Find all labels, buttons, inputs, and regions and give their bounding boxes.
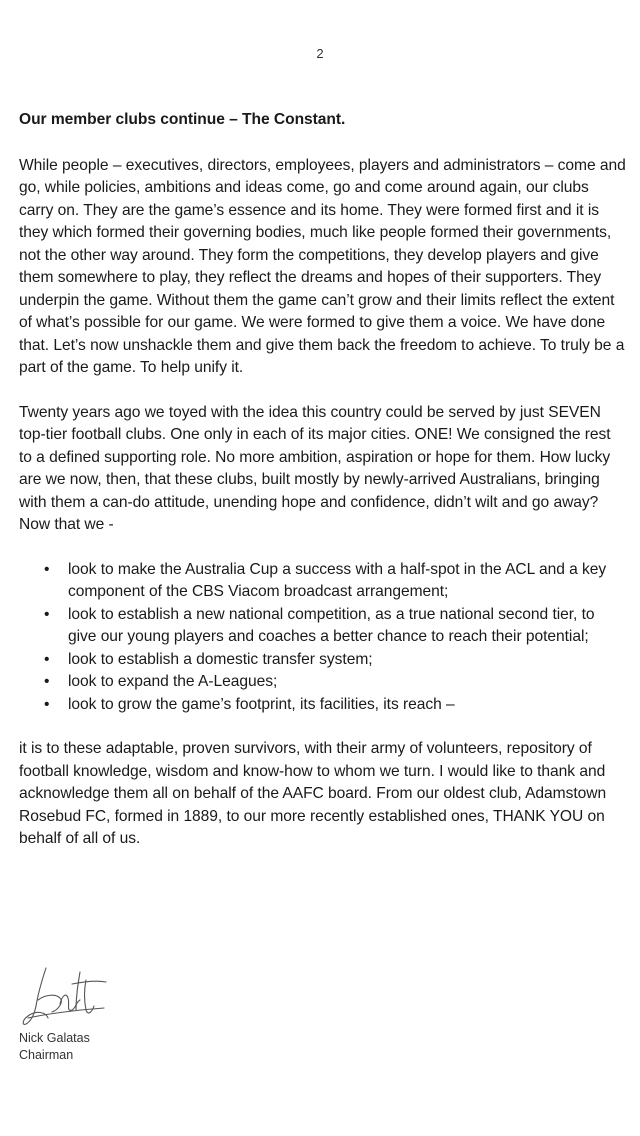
bullet-item [19,649,627,672]
bullet-item [19,694,627,717]
handwritten-signature [16,960,112,1032]
bullet-text: look to expand the A-Leagues; [68,673,278,690]
paragraph-2: Twenty years ago we toyed with the idea this country could be served by just SEVEN top-tier football clubs. One only in each of its major cities. ONE! We consigned the rest to a defined supporting role. No more ambition, aspiration or hope for them. How lucky are we now, then, that these clubs, built mostly by newly-arrived Australians, bringing with them a can-do attitude, unending hope and confidence, didn’t wilt and go away? Now that we - [19,403,611,533]
paragraph-3: it is to these adaptable, proven survivors, with their army of volunteers, repository of football knowledge, wisdom and know-how to whom we turn. I would like to thank and acknowledge them all on behalf of the AAFC board. From our oldest club, Adamstown Rosebud FC, formed in 1889, to our more recently established ones, THANK YOU on behalf of all of us. [19,740,607,847]
paragraph-1: While people – executives, directors, employees, players and administrators – come and go, while policies, ambitions and ideas come, go and come around again, our clubs carry on. They are the game’s essence and its home. They were formed first and it is they which formed their governing bodies, much like people formed their governments, not the other way around. They form the competitions, they develop players and give them somewhere to play, they reflect the dreams and hopes of their supporters. They underpin the game. Without them the game can’t grow and their limits reflect the extent of what’s possible for our game. We were formed to give them a voice. We have done that. Let’s now unshackle them and give them back the freedom to achieve. To truly be a part of the game. To help unify it. [19,156,626,376]
bullet-item [19,671,627,694]
page-number: 2 [316,46,324,61]
bullet-icon: • [44,560,50,578]
bullet-icon: • [44,605,50,623]
signatory-title: Chairman [19,1048,74,1062]
bullet-icon: • [44,695,50,713]
bullet-text: look to grow the game’s footprint, its facilities, its reach – [68,695,455,713]
bullet-list [19,559,627,717]
bullet-text: look to establish a new national competition, as a true national second tier, to give our young players and coaches a better chance to reach their potential; [68,605,595,645]
bullet-icon: • [44,673,50,690]
bullet-text: look to establish a domestic transfer system; [68,650,373,668]
bullet-icon: • [44,650,50,668]
section-heading: Our member clubs continue – The Constant. [19,111,346,128]
letter-body [19,109,627,873]
signatory-name: Nick Galatas [19,1031,90,1045]
signatory-block [19,1030,90,1064]
bullet-item [19,559,627,604]
bullet-item [19,604,627,649]
bullet-text: look to make the Australia Cup a success with a half-spot in the ACL and a key component of the CBS Viacom broadcast arrangement; [68,560,607,600]
